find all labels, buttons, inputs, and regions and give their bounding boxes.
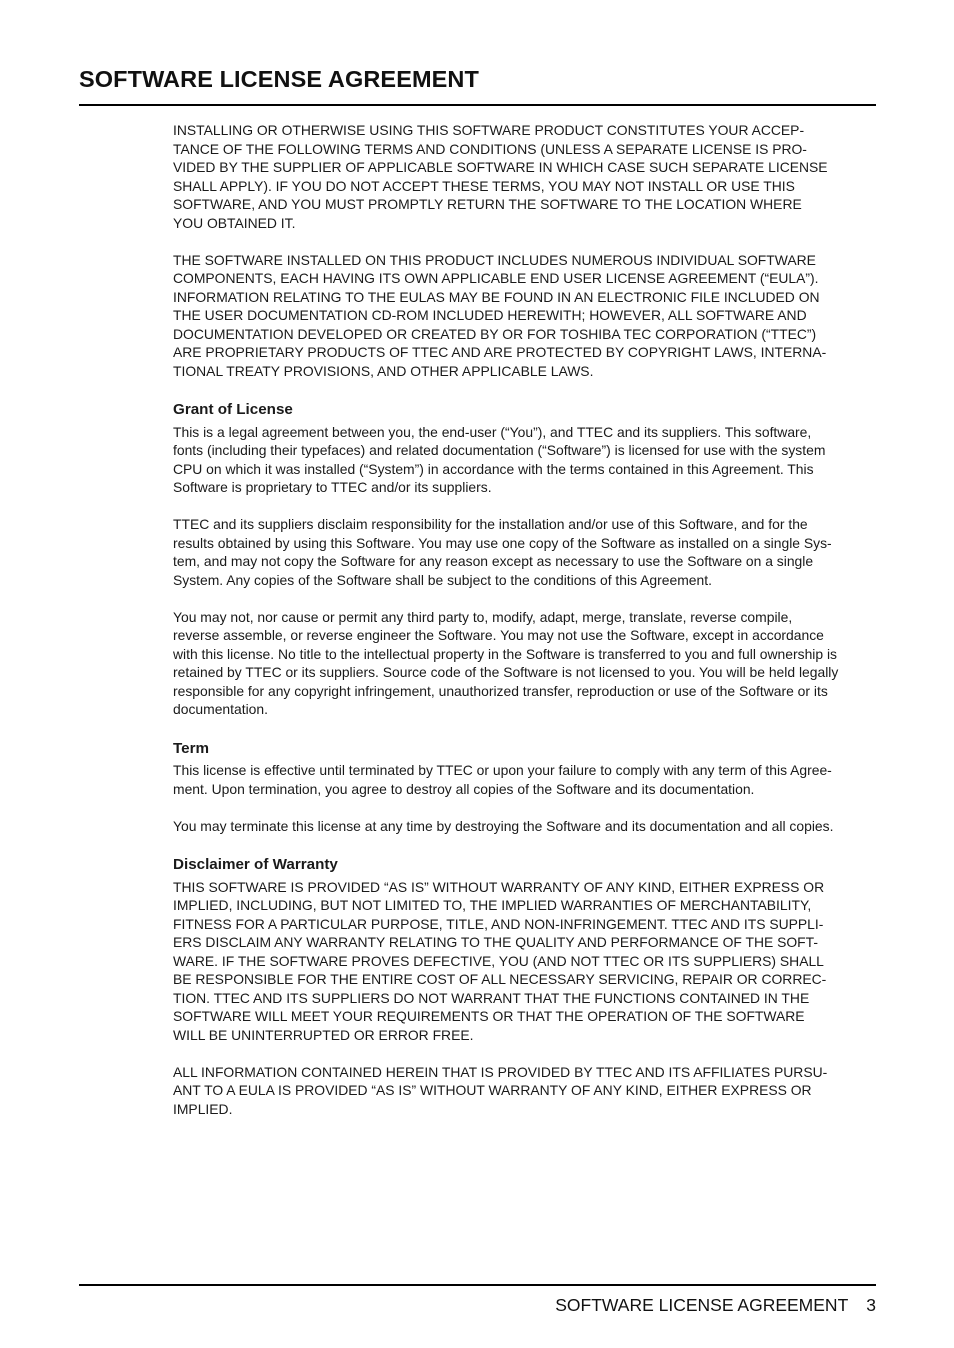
page-footer [555,1294,876,1316]
section-grant-of-license [173,400,879,719]
intro-paragraph: INSTALLING OR OTHERWISE USING THIS SOFTWARE PRODUCT CONSTITUTES YOUR ACCEP- TANCE OF THE FOLLOWING TERMS AND CONDITIONS (UNLESS A SEPARATE LICENSE IS PRO- VIDED BY THE SUPPLIER OF APPLICABLE SOFTWARE IN WHICH CASE SUCH SEPARATE LICENSE SHALL APPLY). IF YOU DO NOT ACCEPT THESE TERMS, YOU MAY NOT INSTALL OR USE THIS SOFTWARE, AND YOU MUST PROMPTLY RETURN THE SOFTWARE TO THE LOCATION WHERE YOU OBTAINED IT. [173,122,828,231]
section-paragraph: This is a legal agreement between you, the end-user (“You”), and TTEC and its suppliers. This software, fonts (including their typefaces) and related documentation (“Software”) is licensed for use with the system CPU on which it was installed (“System”) in accordance with the terms contained in this Agreement. This Software is proprietary to TTEC and/or its suppliers. [173,423,826,495]
section-paragraph: TTEC and its suppliers disclaim responsibility for the installation and/or use of this Software, and for the results obtained by using this Software. You may use one copy of the Software as installed on a single Sys- tem, and may not copy the Software for any reason except as necessary to use the Software on a single System. Any copies of the Software shall be subject to the conditions of this Agreement. [173,516,832,588]
title-divider [79,104,876,106]
page-number: 3 [866,1295,876,1315]
section-paragraph: This license is effective until terminated by TTEC or upon your failure to comply with any term of this Agree- ment. Upon termination, you agree to destroy all copies of the Software and its documentation. [173,762,832,797]
section-term [173,739,879,836]
footer-divider [79,1284,876,1286]
page-title: SOFTWARE LICENSE AGREEMENT [79,66,479,92]
section-paragraph: THIS SOFTWARE IS PROVIDED “AS IS” WITHOUT WARRANTY OF ANY KIND, EITHER EXPRESS OR IMPLIED, INCLUDING, BUT NOT LIMITED TO, THE IMPLIED WARRANTIES OF MERCHANTABILITY, FITNESS FOR A PARTICULAR PURPOSE, TITLE, AND NON-INFRINGEMENT. TTEC AND ITS SUPPLI- ERS DISCLAIM ANY WARRANTY RELATING TO THE QUALITY AND PERFORMANCE OF THE SOFT- WARE. IF THE SOFTWARE PROVES DEFECTIVE, YOU (AND NOT TTEC OR ITS SUPPLIERS) SHALL BE RESPONSIBLE FOR THE ENTIRE COST OF ALL NECESSARY SERVICING, REPAIR OR CORREC- TION. TTEC AND ITS SUPPLIERS DO NOT WARRANT THAT THE FUNCTIONS CONTAINED IN THE SOFTWARE WILL MEET YOUR REQUIREMENTS OR THAT THE OPERATION OF THE SOFTWARE WILL BE UNINTERRUPTED OR ERROR FREE. [173,878,827,1043]
section-heading: Grant of License [173,401,293,418]
document-body [173,121,879,1137]
section-disclaimer-of-warranty [173,855,879,1118]
section-paragraph: ALL INFORMATION CONTAINED HEREIN THAT IS PROVIDED BY TTEC AND ITS AFFILIATES PURSU- ANT TO A EULA IS PROVIDED “AS IS” WITHOUT WARRANTY OF ANY KIND, EITHER EXPRESS OR IMPLIED. [173,1063,828,1117]
section-paragraph: You may not, nor cause or permit any third party to, modify, adapt, merge, translate, reverse compile, reverse assemble, or reverse engineer the Software. You may not use the Software, except in accordance with this license. No title to the intellectual property in the Software is transferred to you and full ownership is retained by TTEC or its suppliers. Source code of the Software is not licensed to you. You will be held legally responsible for any copyright infringement, unauthorized transfer, reproduction or use of the Software or its documentation. [173,608,839,717]
section-heading: Term [173,739,210,757]
intro-paragraph: THE SOFTWARE INSTALLED ON THIS PRODUCT INCLUDES NUMEROUS INDIVIDUAL SOFTWARE COMPONENTS, EACH HAVING ITS OWN APPLICABLE END USER LICENSE AGREEMENT (“EULA”). INFORMATION RELATING TO THE EULAS MAY BE FOUND IN AN ELECTRONIC FILE INCLUDED ON THE USER DOCUMENTATION CD-ROM INCLUDED HEREWITH; HOWEVER, ALL SOFTWARE AND DOCUMENTATION DEVELOPED OR CREATED BY OR FOR TOSHIBA TEC CORPORATION (“TTEC”) ARE PROPRIETARY PRODUCTS OF TTEC AND ARE PROTECTED BY COPYRIGHT LAWS, INTERNA- TIONAL TREATY PROVISIONS, AND OTHER APPLICABLE LAWS. [173,251,827,379]
section-heading: Disclaimer of Warranty [173,856,338,873]
section-paragraph: You may terminate this license at any time by destroying the Software and its documentation and all copies. [173,817,834,834]
footer-label: SOFTWARE LICENSE AGREEMENT [555,1295,849,1315]
